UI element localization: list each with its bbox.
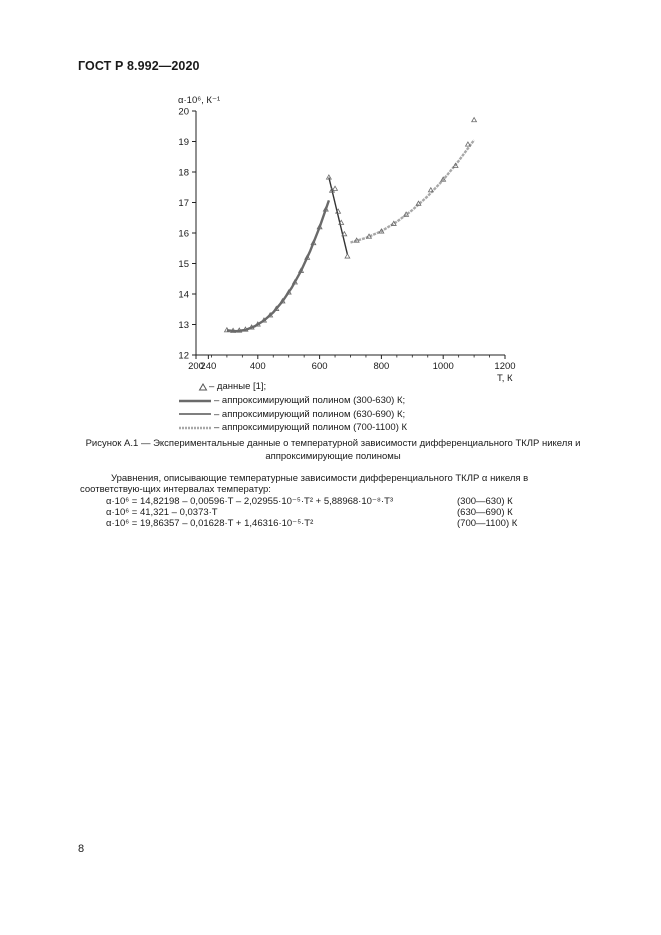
caption-line-1: Рисунок А.1 — Экспериментальные данные о температурной зависимости дифференциального ТКЛР никеля и bbox=[85, 438, 581, 449]
legend-item-poly3 bbox=[178, 421, 407, 435]
page-number: 8 bbox=[78, 843, 85, 855]
legend-line-poly2-icon bbox=[178, 410, 212, 418]
document-header: ГОСТ Р 8.992—2020 bbox=[78, 59, 200, 73]
legend-item-poly1 bbox=[178, 394, 407, 408]
data-point-marker bbox=[345, 254, 350, 258]
equation-1-range: (300—630) К bbox=[457, 496, 513, 507]
data-point-marker bbox=[466, 142, 471, 146]
y-tick-label: 17 bbox=[178, 198, 189, 209]
x-tick-label: 240 bbox=[200, 361, 217, 372]
legend-item-data bbox=[198, 380, 407, 394]
x-tick-label: 800 bbox=[373, 361, 390, 372]
series-layer bbox=[225, 118, 477, 333]
x-tick-label: 1000 bbox=[432, 361, 454, 372]
equations-intro: Уравнения, описывающие температурные зависимости дифференциального ТКЛР α никеля в соответствую-щих интервалах температур: bbox=[80, 473, 529, 495]
data-point-marker bbox=[333, 186, 338, 190]
x-tick-label: 400 bbox=[249, 361, 266, 372]
x-tick-label: 1200 bbox=[494, 361, 516, 372]
y-tick-label: 14 bbox=[178, 289, 189, 301]
series-line-1 bbox=[227, 200, 329, 331]
data-point-marker bbox=[472, 118, 477, 122]
y-tick-label: 20 bbox=[178, 106, 189, 118]
x-tick-label: 200 bbox=[188, 361, 204, 372]
y-tick-label: 13 bbox=[178, 320, 189, 331]
figure-caption bbox=[80, 438, 586, 463]
legend-label-poly1: – аппроксимирующий полином (300-630) К; bbox=[214, 394, 406, 406]
legend bbox=[198, 380, 407, 435]
caption-line-2: аппроксимирующие полиномы bbox=[265, 450, 401, 462]
x-tick-label: 600 bbox=[311, 361, 328, 372]
y-tick-label: 16 bbox=[178, 228, 189, 240]
y-axis-label: α·10⁶, К⁻¹ bbox=[178, 95, 221, 106]
equation-3: α·10⁶ = 19,86357 – 0,01628·T + 1,46316·10⁻⁵·T² bbox=[106, 518, 314, 529]
y-tick-label: 19 bbox=[178, 137, 189, 148]
equation-2-range: (630—690) К bbox=[457, 507, 513, 518]
y-tick-label: 18 bbox=[178, 167, 189, 179]
legend-item-poly2 bbox=[178, 408, 407, 422]
legend-label-poly3: – аппроксимирующий полином (700-1100) К bbox=[214, 422, 408, 434]
equation-3-range: (700—1100) К bbox=[457, 518, 518, 529]
equation-1: α·10⁶ = 14,82198 – 0,00596·T – 2,02955·10⁻⁵·T² + 5,88968·10⁻⁸·T³ bbox=[106, 496, 394, 507]
legend-line-poly1-icon bbox=[178, 397, 212, 405]
legend-label-poly2: – аппроксимирующий полином (630-690) К; bbox=[214, 408, 406, 420]
series-line-3 bbox=[351, 140, 475, 243]
equation-2: α·10⁶ = 41,321 – 0,0373·T bbox=[106, 507, 218, 518]
cte-chart bbox=[0, 0, 661, 400]
x-axis-label: T, К bbox=[497, 373, 513, 384]
legend-label-data: – данные [1]; bbox=[209, 381, 267, 392]
triangle-marker-icon bbox=[198, 382, 208, 392]
legend-line-poly3-icon bbox=[178, 424, 212, 432]
y-tick-label: 15 bbox=[178, 259, 189, 270]
y-tick-label: 12 bbox=[178, 350, 189, 362]
